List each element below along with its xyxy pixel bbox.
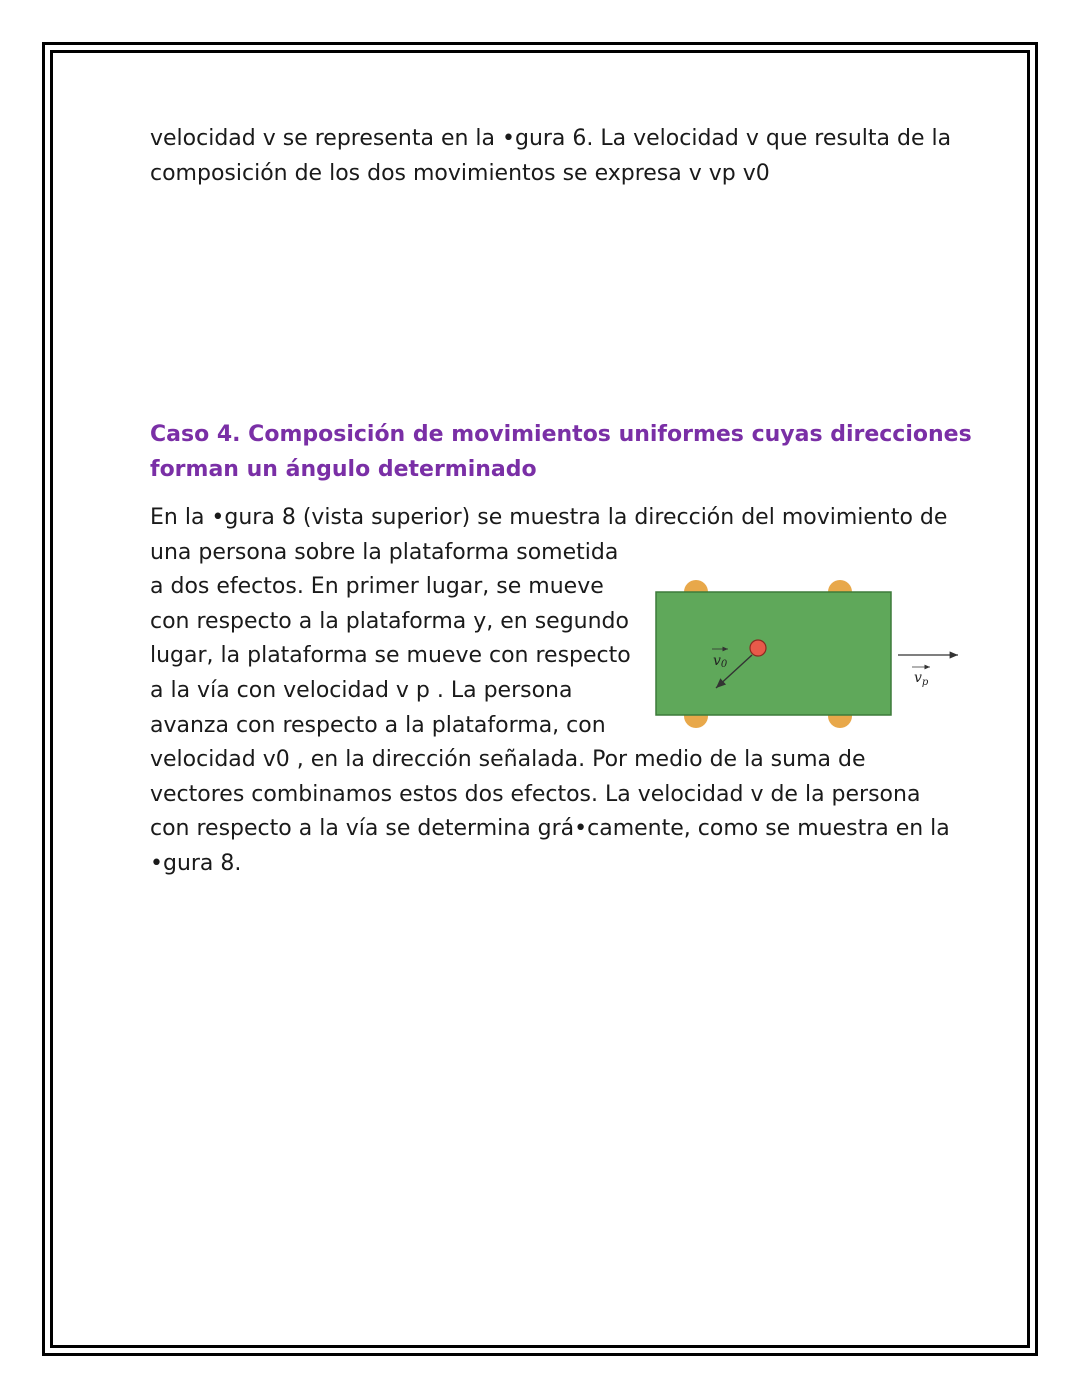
section-heading-line-2: forman un ángulo determinado <box>150 457 537 482</box>
vp-label-subscript: p <box>921 677 929 688</box>
paragraph-1-line-1: velocidad v se representa en la •gura 6. La velocidad v que resulta de la <box>150 126 952 151</box>
paragraph-2-line-10: con respecto a la vía se determina grá•camente, como se muestra en la <box>150 816 950 841</box>
vp-label <box>914 670 929 688</box>
figure-platform-diagram <box>640 570 980 740</box>
paragraph-1-line-2: composición de los dos movimientos se expresa v vp v0 <box>150 161 770 186</box>
paragraph-2-line-11: •gura 8. <box>150 851 242 876</box>
platform-rect <box>656 592 891 715</box>
paragraph-2-line-3: a dos efectos. En primer lugar, se mueve <box>150 574 604 599</box>
paragraph-2-line-7: avanza con respecto a la plataforma, con <box>150 713 606 738</box>
paragraph-2-line-8: velocidad v0 , en la dirección señalada. Por medio de la suma de <box>150 747 866 772</box>
v0-label-text: v <box>713 653 721 669</box>
paragraph-2-line-1: En la •gura 8 (vista superior) se muestra la dirección del movimiento de <box>150 505 948 530</box>
section-heading-line-1: Caso 4. Composición de movimientos uniformes cuyas direcciones <box>150 422 972 447</box>
v0-label-subscript: 0 <box>720 659 728 670</box>
vp-label-text: v <box>914 670 922 686</box>
paragraph-2-line-2: una persona sobre la plataforma sometida <box>150 540 619 565</box>
person-dot <box>750 640 766 656</box>
paragraph-2-line-5: lugar, la plataforma se mueve con respecto <box>150 643 631 668</box>
paragraph-2-line-6: a la vía con velocidad v p . La persona <box>150 678 573 703</box>
paragraph-2-line-4: con respecto a la plataforma y, en segundo <box>150 609 629 634</box>
paragraph-2-line-9: vectores combinamos estos dos efectos. La velocidad v de la persona <box>150 782 921 807</box>
